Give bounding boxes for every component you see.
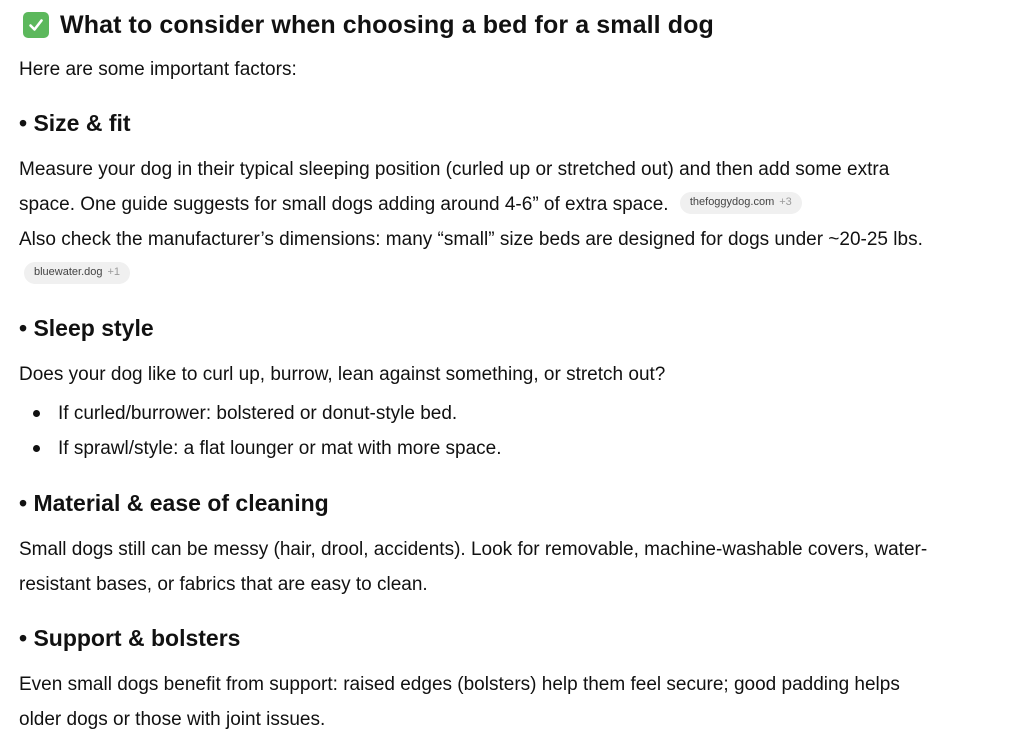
list-item: [33, 396, 457, 431]
size-fit-line-2-text: space. One guide suggests for small dogs adding around 4-6” of extra space.: [19, 194, 669, 215]
sleep-style-text: Does your dog like to curl up, burrow, lean against something, or stretch out?: [19, 364, 666, 385]
list-item-text: If sprawl/style: a flat lounger or mat with more space.: [58, 438, 502, 459]
citation-chip[interactable]: [680, 192, 802, 214]
page-title-text: What to consider when choosing a bed for a small dog: [60, 10, 714, 39]
material-line-1: Small dogs still can be messy (hair, drool, accidents). Look for removable, machine-washable covers, water-: [19, 539, 928, 560]
citation-source: thefoggydog.com: [689, 196, 775, 209]
section-heading-size-fit: • Size & fit: [19, 110, 131, 136]
section-heading-sleep-style: • Sleep style: [19, 315, 154, 341]
citation-count: +1: [107, 266, 121, 279]
section-heading-support: • Support & bolsters: [19, 625, 241, 651]
list-item-text: If curled/burrower: bolstered or donut-style bed.: [58, 403, 458, 424]
support-line-1: Even small dogs benefit from support: raised edges (bolsters) help them feel secure; good padding helps: [19, 674, 900, 695]
check-mark-icon: [23, 12, 49, 38]
size-fit-line-3: Also check the manufacturer’s dimensions: many “small” size beds are designed for dogs under ~20-25 lbs.: [19, 229, 923, 250]
page-title: [19, 8, 714, 42]
section-heading-material: • Material & ease of cleaning: [19, 490, 329, 516]
intro-text: Here are some important factors:: [19, 59, 297, 80]
citation-chip[interactable]: [24, 262, 130, 284]
support-line-2: older dogs or those with joint issues.: [19, 709, 326, 730]
citation-source: bluewater.dog: [34, 266, 103, 279]
size-fit-line-1: Measure your dog in their typical sleeping position (curled up or stretched out) and then add some extra: [19, 159, 890, 180]
size-fit-citation-row: [24, 257, 130, 292]
bullet-dot: [33, 445, 40, 452]
citation-count: +3: [779, 196, 792, 209]
size-fit-line-2: [19, 187, 802, 222]
bullet-dot: [33, 410, 40, 417]
list-item: [33, 431, 502, 466]
material-line-2: resistant bases, or fabrics that are easy to clean.: [19, 574, 428, 595]
